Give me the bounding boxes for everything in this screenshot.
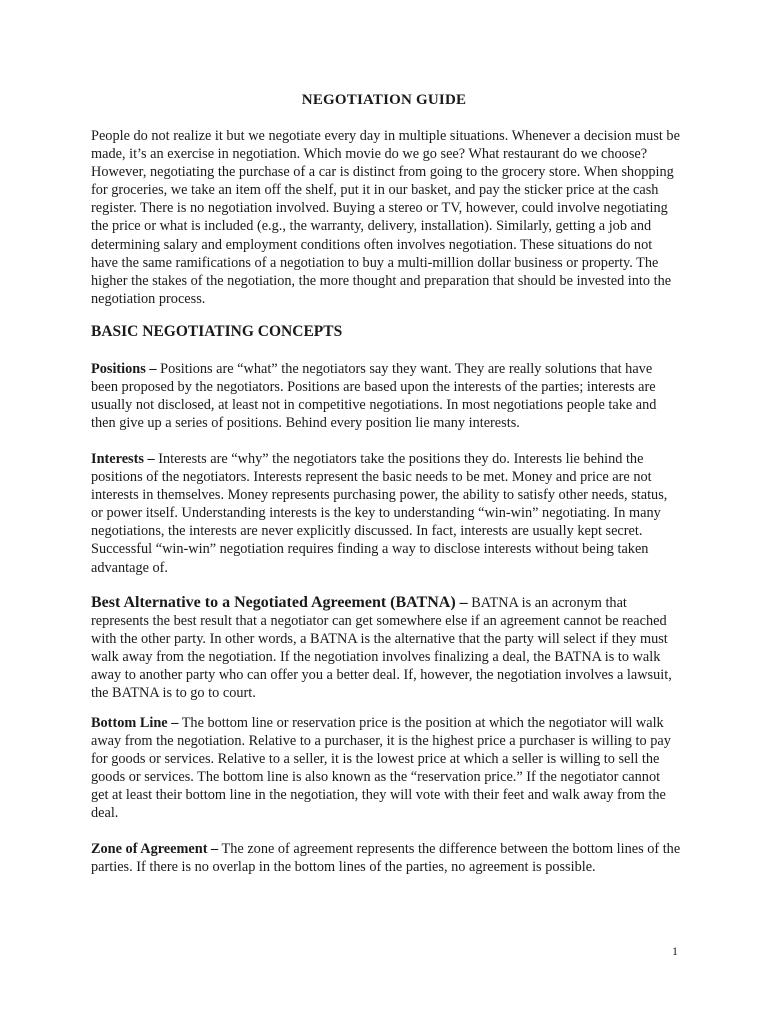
- concept-term: Best Alternative to a Negotiated Agreement (BATNA) –: [91, 594, 468, 611]
- concept-text: The zone of agreement represents the difference between the bottom lines of the parties. If there is no overlap in the bottom lines of the parties, no agreement is possible.: [91, 841, 681, 876]
- concept-term: Interests –: [91, 451, 155, 467]
- concept-positions: [91, 360, 681, 432]
- section-heading: BASIC NEGOTIATING CONCEPTS: [91, 323, 343, 340]
- concept-term: Positions –: [91, 361, 157, 377]
- concept-text: BATNA is an acronym that represents the best result that a negotiator can get somewhere else if an agreement cannot be reached with the other party. In other words, a BATNA is the alternative that the party will select if they must walk away from the negotiation. If the negotiation involves finalizing a deal, the BATNA is to walk away to another party who can offer you a better deal. If, however, the negotiation involves a lawsuit, the BATNA is to go to court.: [91, 595, 672, 702]
- concept-text: Positions are “what” the negotiators say they want. They are really solutions that have been proposed by the negotiators. Positions are based upon the interests of the parties; interests are usually not disclosed, at least not in competitive negotiations. In most negotiations people take and then give up a series of positions. Behind every position lie many interests.: [91, 361, 657, 432]
- concept-text: Interests are “why” the negotiators take the positions they do. Interests lie behind the positions of the negotiators. Interests represent the basic needs to be met. Money and price are not interests in themselves. Money represents purchasing power, the ability to satisfy other needs, status, or power itself. Understanding interests is the key to understanding “win-win” negotiating. In many negotiations, the interests are never explicitly discussed. In fact, interests are usually kept secret. Successful “win-win” negotiation requires finding a way to disclose interests without being taken advantage of.: [91, 451, 668, 576]
- concept-term: Bottom Line –: [91, 715, 179, 731]
- concept-text: The bottom line or reservation price is the position at which the negotiator will walk away from the negotiation. Relative to a purchaser, it is the highest price a purchaser is willing to pay for goods or services. Relative to a seller, it is the lowest price at which a seller is willing to sell the goods or services. The bottom line is also known as the “reservation price.” If the negotiator cannot get at least their bottom line in the negotiation, they will vote with their feet and walk away from the deal.: [91, 715, 671, 822]
- concept-bottom-line: [91, 714, 681, 823]
- page-number: 1: [672, 944, 678, 958]
- concept-interests: [91, 450, 681, 577]
- document-title: NEGOTIATION GUIDE: [301, 92, 467, 108]
- concept-term: Zone of Agreement –: [91, 841, 219, 857]
- concept-batna: [91, 594, 681, 703]
- intro-paragraph: People do not realize it but we negotiate every day in multiple situations. Whenever a decision must be made, it’s an exercise in negotiation. Which movie do we go see? What restaurant do we choose? However, negotiating the purchase of a car is distinct from going to the grocery store. When shopping for groceries, we take an item off the shelf, put it in our basket, and pay the sticker price at the cash register. There is no negotiation involved. Buying a stereo or TV, however, could involve negotiating the price or what is included (e.g., the warranty, delivery, installation). Similarly, getting a job and determining salary and employment conditions often involves negotiation. These situations do not have the same ramifications of a negotiation to buy a multi-million dollar business or property. The higher the stakes of the negotiation, the more thought and preparation that should be invested into the negotiation process.: [91, 128, 680, 307]
- concept-zone-of-agreement: [91, 840, 681, 876]
